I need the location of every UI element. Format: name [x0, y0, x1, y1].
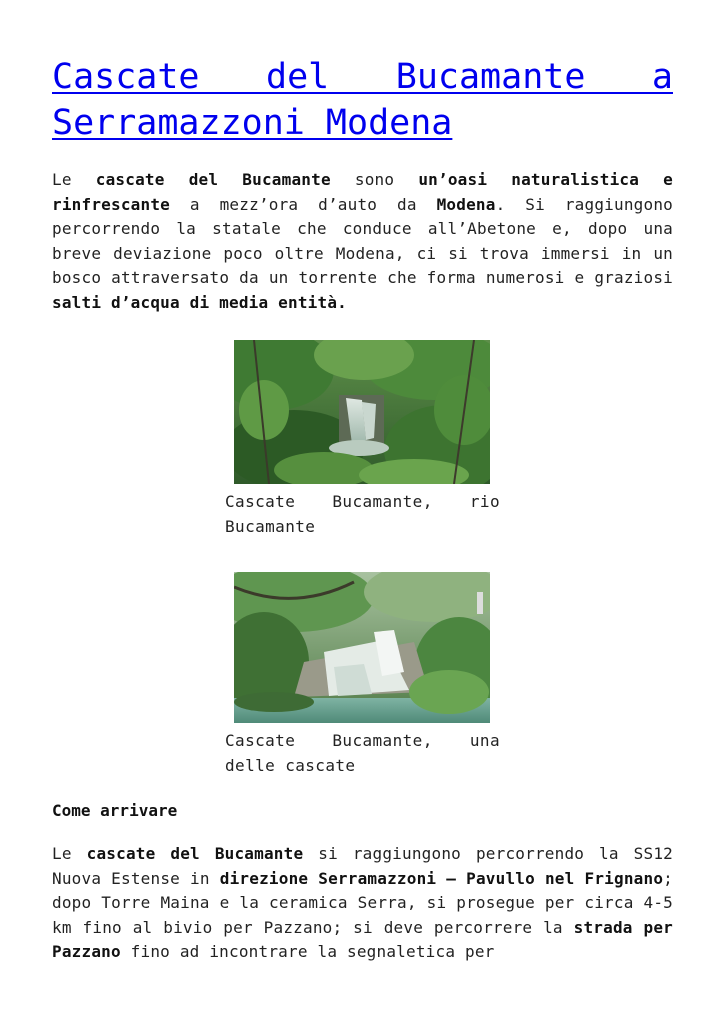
directions-text-1: Le [52, 844, 87, 863]
directions-text-3: ; dopo Torre Maina e la ceramica Serra, si prosegue per circa 4-5 km fino al bivio per Pazzano; si deve percorrere la [52, 868, 673, 937]
article-title-link[interactable]: Cascate del Bucamante a Serramazzoni Modena [52, 57, 673, 143]
intro-text-3: a mezz’ora d’auto da [170, 194, 437, 214]
waterfall-photo-2-image [234, 572, 490, 723]
intro-bold-4: salti d’acqua di media entità. [52, 292, 347, 312]
directions-bold-2: direzione Serramazzoni – Pavullo nel Frignano [219, 868, 664, 888]
intro-bold-3: Modena [436, 194, 496, 214]
directions-text-4: fino ad incontrare la segnaletica per [120, 942, 495, 961]
intro-text-1: Le [52, 170, 96, 189]
directions-paragraph [52, 842, 673, 965]
intro-bold-1: cascate del Bucamante [95, 170, 331, 189]
intro-paragraph [52, 168, 673, 315]
directions-bold-1: cascate del Bucamante [86, 844, 304, 863]
waterfall-photo-una-delle-cascate [234, 572, 490, 723]
section-heading-come-arrivare: Come arrivare [52, 801, 178, 820]
directions-text-2: si raggiungono percorrendo la SS12 Nuova Estense in [52, 844, 673, 888]
intro-text-4: . Si raggiungono percorrendo la statale che conduce all’Abetone e, dopo una breve deviazione poco oltre Modena, ci si trova immersi in un bosco attraversato da un torrente che forma numerosi e graziosi [52, 194, 674, 287]
waterfall-photo-1-image [234, 340, 490, 484]
waterfall-photo-rio-bucamante [234, 340, 490, 484]
intro-text-2: sono [330, 170, 419, 189]
article-title [52, 54, 673, 146]
directions-bold-3: strada per Pazzano [52, 917, 674, 961]
figure-2-caption: Cascate Bucamante, una delle cascate [225, 731, 500, 775]
figure-1-caption: Cascate Bucamante, rio Bucamante [225, 492, 500, 536]
intro-bold-2: un’oasi naturalistica e rinfrescante [52, 170, 674, 214]
